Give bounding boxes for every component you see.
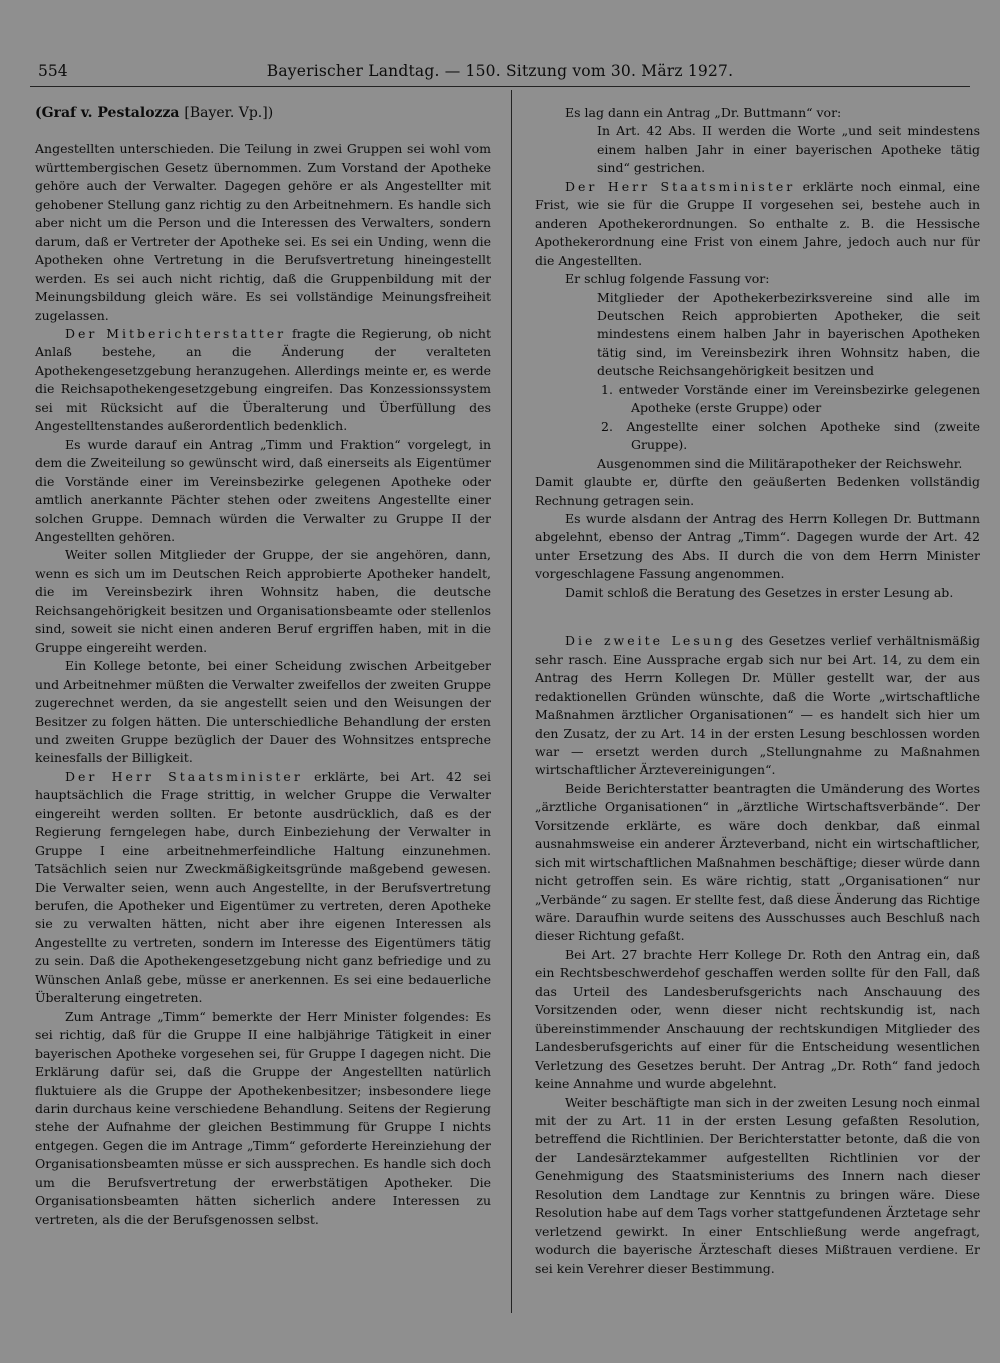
page-number: 554 bbox=[38, 62, 68, 80]
paragraph: Beide Berichterstatter beantragten die Umänderung des Wortes „ärztliche Organisationen“ in „ärztliche Wirtschaftsverbände“. Der Vorsitzende erklärte, es wäre doch denkbar, daß einmal ausnahmsweise ein anderer Ärzteverband, nicht ein wirtschaftlicher, sich mit wirtschaftlichen Maßnahmen beschäftige; dieser würde dann nicht getroffen sein. Es wäre richtig, statt „Organisationen“ nur „Verbände“ zu sagen. Er stellte fest, daß diese Änderung das Richtige wäre. Daraufhin wurde seitens des Ausschusses auch Beschluß nach dieser Richtung gefaßt. bbox=[535, 780, 980, 944]
paragraph bbox=[535, 632, 980, 780]
speaker-name: (Graf v. Pestalozza bbox=[35, 105, 180, 121]
paragraph-text: erklärte, bei Art. 42 sei hauptsächlich die Frage strittig, in welcher Gruppe die Verwalter eingereiht werden sollten. Er betonte ausdrücklich, daß es der Regierung ferngelegen habe, durch Einbeziehung der Verwalter in Gruppe I eine arbeitnehmerfeindliche Haltung einzunehmen. Tatsächlich seien nur Zweckmäßigkeitsgründe maßgebend gewesen. Die Verwalter seien, wenn auch Angestellte, in der Berufsvertretung berufen, die Apotheker und Eigentümer zu vertreten, deren Apotheke sie zu verwalten hätten, nicht aber ihre eigenen Interessen als Angestellte zu vertreten, sondern im Interesse des Eigentümers tätig zu sein. Daß die Apothekengesetzgebung nicht ganz befriedige und zu Wünschen Anlaß gebe, müsse er anerkennen. Es sei eine bedauerliche Überalterung eingetreten. bbox=[35, 768, 491, 1006]
paragraph: Weiter sollen Mitglieder der Gruppe, der sie angehören, dann, wenn es sich um im Deutschen Reich approbierte Apotheker handelt, die im Vereinsbezirk ihren Wohnsitz haben, die deutsche Reichsangehörigkeit besitzen und Organisationsbeamte oder stellenlos sind, soweit sie nicht einen anderen Beruf ergriffen haben, mit in die Gruppe eingereiht werden. bbox=[35, 547, 491, 655]
paragraph bbox=[535, 178, 980, 270]
speaker-party: [Bayer. Vp.]) bbox=[184, 105, 274, 121]
paragraph: Es lag dann ein Antrag „Dr. Buttmann“ vor: bbox=[565, 105, 842, 120]
paragraph: Weiter beschäftigte man sich in der zweiten Lesung noch einmal mit der zu Art. 11 in der ersten Lesung gefaßten Resolution, betreffend die Richtlinien. Der Berichterstatter betonte, daß die von der Landesärztekammer aufgestellten Richtlinien vor der Genehmigung des Staatsministeriums des Innern nach dieser Resolution dem Landtage zur Kenntnis zu bringen wäre. Diese Resolution habe auf dem Tags vorher stattgefundenen Ärztetage sehr verletzend gewirkt. In einer Entschließung werde angefragt, wodurch die bayerische Ärzteschaft dieses Mißtrauen verdiene. Er sei kein Verehrer dieser Bestimmung. bbox=[535, 1094, 980, 1276]
paragraph: Es wurde alsdann der Antrag des Herrn Kollegen Dr. Buttmann abgelehnt, ebenso der Antrag „Timm“. Dagegen wurde der Art. 42 unter Ersetzung des Abs. II durch die von dem Herrn Minister vorgeschlagene Fassung angenommen. bbox=[535, 510, 980, 582]
proposed-wording: Mitglieder der Apothekerbezirksvereine sind alle im Deutschen Reich approbierten Apotheker, die seit mindestens einem halben Jahr in bayerischen Apotheken tätig sind, im Vereinsbezirk ihren Wohnsitz haben, die deutsche Reichsangehörigkeit besitzen und bbox=[597, 289, 980, 379]
page-header bbox=[0, 0, 1000, 86]
header-rule bbox=[30, 86, 970, 87]
column-divider bbox=[511, 90, 512, 1313]
motion-quote: In Art. 42 Abs. II werden die Worte „und seit mindestens einem halben Jahr in einer bayerischen Apotheke tätig sind“ gestrichen. bbox=[597, 123, 980, 176]
list-item bbox=[601, 381, 980, 418]
proposed-wording-exception: Ausgenommen sind die Militärapotheker der Reichswehr. bbox=[597, 455, 963, 471]
left-column bbox=[35, 104, 491, 1229]
paragraph bbox=[35, 768, 491, 1008]
paragraph: Damit schloß die Beratung des Gesetzes in erster Lesung ab. bbox=[565, 584, 954, 600]
section-gap bbox=[535, 602, 980, 632]
paragraph: Es wurde darauf ein Antrag „Timm und Fraktion“ vorgelegt, in dem die Zweiteilung so gewünscht wird, daß einerseits als Eigentümer die Vorstände einer im Vereinsbezirke gelegenen Apotheke oder amtlich anerkannte Pächter stehen oder zweitens Angestellte einer solchen Gruppe. Demnach würden die Verwalter zu Gruppe II der Angestellten gehören. bbox=[35, 436, 491, 544]
paragraph: Angestellten unterschieden. Die Teilung in zwei Gruppen sei wohl vom württembergischen Gesetz übernommen. Zum Vorstand der Apotheke gehöre auch der Verwalter. Dagegen gehöre er als Angestellter mit gehobener Stellung ganz richtig zu den Arbeitnehmern. Es handle sich aber nicht um die Person und die Interessen des Verwalters, sondern darum, daß er Vertreter der Apotheke sei. Es sei ein Unding, wenn die Apotheken ohne Vertretung in die Berufsvertretung hineingestellt werden. Es sei auch nicht richtig, daß die Gruppenbildung mit der Meinungsbildung gleich wäre. Es sei vollständige Meinungsfreiheit zugelassen. bbox=[35, 141, 491, 323]
paragraph-text: fragte die Regierung, ob nicht Anlaß bestehe, an die Änderung der veralteten Apothekengesetzgebung heranzugehen. Allerdings meinte er, es werde die Reichsapothekengesetzgebung eingreifen. Das Konzessionssystem sei mit Rücksicht auf die Überalterung und Überfüllung des Angestelltenstandes außerordentlich bedenklich. bbox=[35, 325, 491, 434]
paragraph-text: des Gesetzes verlief verhältnismäßig sehr rasch. Eine Aussprache ergab sich nur bei Art. 14, zu dem ein Antrag des Herrn Kollegen Dr. Müller gestellt war, der aus redaktionellen Gründen wünschte, daß die Worte „wirtschaftliche Maßnahmen ärztlicher Organisationen“ — es handelt sich hier um den Zusatz, der zu Art. 14 in der ersten Lesung beschlossen worden war — ersetzt werden durch „Stellungnahme zu Maßnahmen wirtschaftlicher Ärztevereinigungen“. bbox=[535, 633, 980, 778]
paragraph: Er schlug folgende Fassung vor: bbox=[565, 271, 770, 287]
spaced-name: Der Herr Staatsminister bbox=[65, 768, 303, 784]
paragraph-text: erklärte noch einmal, eine Frist, wie sie für die Gruppe II vorgesehen sei, bestehe auch in anderen Apothekerordnungen. So enthalte z. B. die Hessische Apothekerordnung eine Frist von einem Jahre, jedoch auch nur für die Angestellten. bbox=[535, 178, 980, 268]
spaced-name: Der Herr Staatsminister bbox=[565, 178, 796, 194]
paragraph bbox=[35, 325, 491, 436]
spaced-name: Die zweite Lesung bbox=[565, 633, 736, 649]
running-title: Bayerischer Landtag. — 150. Sitzung vom 30. März 1927. bbox=[266, 62, 734, 80]
right-column bbox=[535, 104, 980, 1278]
paragraph: Damit glaubte er, dürfte den geäußerten Bedenken vollständig Rechnung getragen sein. bbox=[535, 474, 980, 508]
list-item-text: 2. Angestellte einer solchen Apotheke sind (zweite Gruppe). bbox=[601, 418, 980, 453]
list-item-text: 1. entweder Vorstände einer im Vereinsbezirke gelegenen Apotheke (erste Gruppe) oder bbox=[601, 381, 980, 416]
speaker-heading bbox=[35, 104, 491, 122]
paragraph: Ein Kollege betonte, bei einer Scheidung zwischen Arbeitgeber und Arbeitnehmer müßten die Verwalter zweifellos der zweiten Gruppe zugerechnet werden, da sie angestellt seien und den Weisungen der Besitzer zu folgen hätten. Die unterschiedliche Behandlung der ersten und zweiten Gruppe bezüglich der Dauer des Wohnsitzes entspreche keinesfalls der Billigkeit. bbox=[35, 658, 491, 766]
paragraph: Bei Art. 27 brachte Herr Kollege Dr. Roth den Antrag ein, daß ein Rechtsbeschwerdehof geschaffen werden sollte für den Fall, daß das Urteil des Landesberufsgerichts nach Anschauung des Vorsitzenden oder, wenn dieser nicht rechtskundig ist, nach übereinstimmender Anschauung der rechtskundigen Mitglieder des Landesberufsgerichts auf einer für die Entscheidung wesentlichen Verletzung des Gesetzes beruht. Der Antrag „Dr. Roth“ fand jedoch keine Annahme und wurde abgelehnt. bbox=[535, 946, 980, 1092]
list-item bbox=[601, 418, 980, 455]
paragraph: Zum Antrage „Timm“ bemerkte der Herr Minister folgendes: Es sei richtig, daß für die Gruppe II eine halbjährige Tätigkeit in einer bayerischen Apotheke vorgesehen sei, für Gruppe I dagegen nicht. Die Erklärung dafür sei, daß die Gruppe der Angestellten natürlich fluktuiere als die Gruppe der Apothekenbesitzer; insbesondere liege darin durchaus keine verschiedene Behandlung. Seitens der Regierung stehe der Aufnahme der gleichen Bestimmung für Gruppe I nichts entgegen. Gegen die im Antrage „Timm“ geforderte Hereinziehung der Organisationsbeamten müsse er sich aussprechen. Es handle sich doch um die Berufsvertretung der erwerbstätigen Apotheker. Die Organisationsbeamten hätten sicherlich andere Interessen zu vertreten, als die der Berufsgenossen selbst. bbox=[35, 1008, 491, 1227]
spaced-name: Der Mitberichterstatter bbox=[65, 325, 287, 341]
